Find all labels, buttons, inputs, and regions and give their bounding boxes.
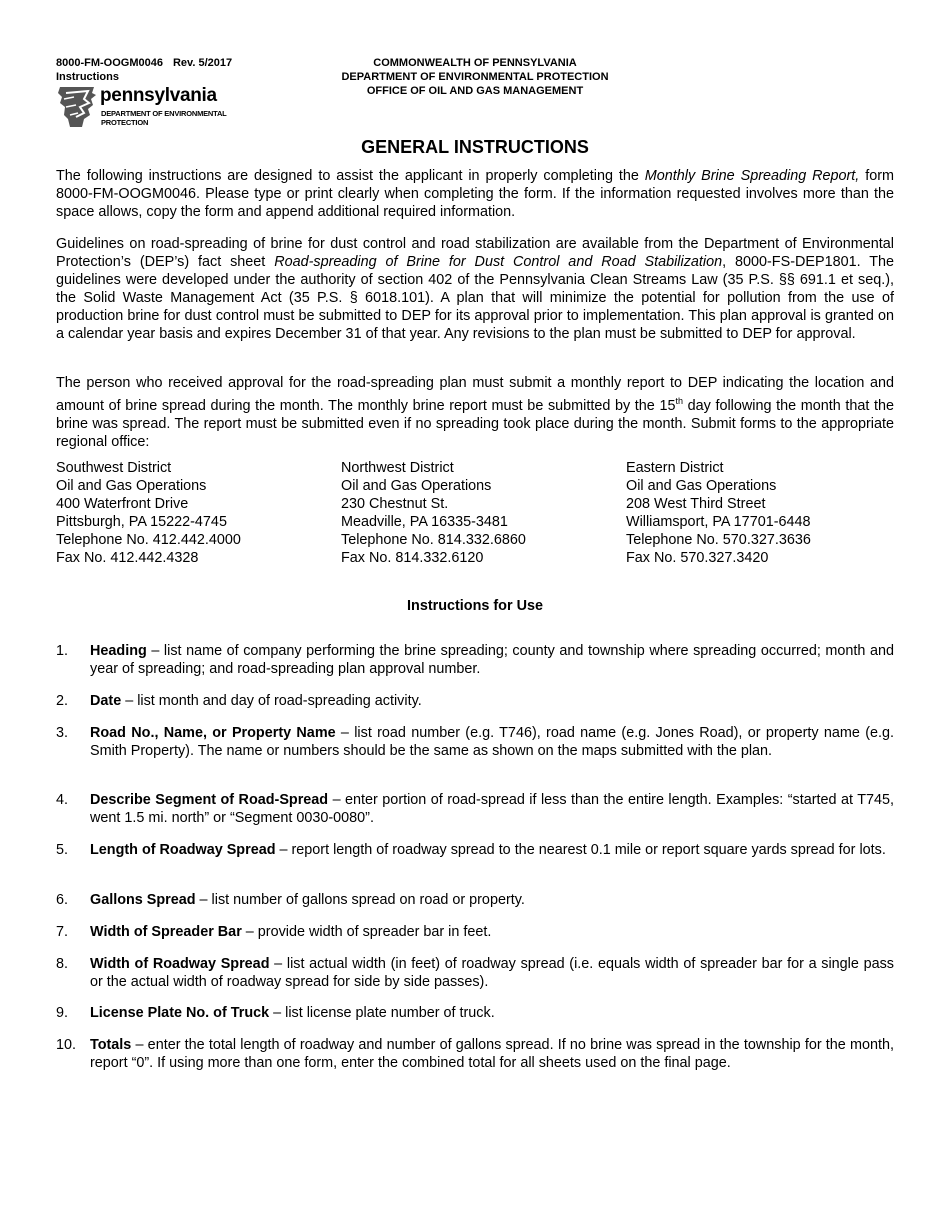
district-southwest <box>56 459 241 567</box>
guidelines-paragraph: Guidelines on road-spreading of brine for dust control and road stabilization are available from the Department of Environmental Protection’s (DEP’s) fact sheet Road-spreading of Brine for Dust Control and Road Stabilization, 8000-FS-DEP1801. The guidelines were developed under the authority of section 402 of the Pennsylvania Clean Streams Law (35 P.S. §§ 691.1 et seq.), the Solid Waste Management Act (35 P.S. § 6018.101). A plan that will minimize the potential for pollution from the use of production brine for dust control must be submitted to DEP for its approval prior to implementation. This plan approval is granted on a calendar year basis and expires December 31 of that year. Any revisions to the plan must be submitted to DEP for approval. <box>56 236 895 342</box>
instruction-item: 8. Width of Roadway Spread – list actual width (in feet) of roadway spread (i.e. equals width of spreader bar for a single pass or the actual width of roadway spread for side by side passes). <box>56 956 894 990</box>
district-fax: Fax No. 570.327.3420 <box>626 550 769 566</box>
agency-line: COMMONWEALTH OF PENNSYLVANIA <box>373 57 577 69</box>
district-phone: Telephone No. 570.327.3636 <box>626 532 811 548</box>
district-office: Oil and Gas Operations <box>341 478 492 494</box>
instruction-item: 9. License Plate No. of Truck – list license plate number of truck. <box>56 1005 495 1021</box>
form-number: 8000-FM-OOGM0046 <box>56 57 163 69</box>
district-name: Eastern District <box>626 460 724 476</box>
district-northwest <box>341 459 526 567</box>
intro-paragraph: The following instructions are designed to assist the applicant in properly completing the Monthly Brine Spreading Report, form 8000-FM-OOGM0046. Please type or print clearly when completing the form. If the information requested involves more than the space allows, copy the form and append additional required information. <box>56 168 895 220</box>
district-eastern <box>626 459 811 567</box>
district-city: Pittsburgh, PA 15222-4745 <box>56 514 227 530</box>
instruction-item: 4. Describe Segment of Road-Spread – enter portion of road-spread if less than the entire length. Examples: “started at T745, went 1.5 mi. north” or “Segment 0030-0080”. <box>56 792 895 826</box>
district-office: Oil and Gas Operations <box>56 478 207 494</box>
form-revision: Rev. 5/2017 <box>172 57 233 69</box>
logo-subtitle: DEPARTMENT OF ENVIRONMENTAL PROTECTION <box>101 109 227 127</box>
instruction-item: 2. Date – list month and day of road-spreading activity. <box>56 693 422 709</box>
district-name: Northwest District <box>341 460 454 476</box>
form-identifier <box>56 56 242 84</box>
form-type: Instructions <box>56 71 119 83</box>
instruction-item: 7. Width of Spreader Bar – provide width of spreader bar in feet. <box>56 924 492 940</box>
instructions-heading: Instructions for Use <box>407 598 543 614</box>
submission-paragraph: The person who received approval for the road-spreading plan must submit a monthly report to DEP indicating the location and amount of brine spread during the month. The monthly brine report must be submitted by the 15th day following the month that the brine was spread. The report must be submitted even if no spreading took place during the month. Submit forms to the appropriate regional office: <box>56 375 894 450</box>
instruction-item: 6. Gallons Spread – list number of gallons spread on road or property. <box>56 892 525 908</box>
district-office: Oil and Gas Operations <box>626 478 777 494</box>
district-name: Southwest District <box>56 460 172 476</box>
district-phone: Telephone No. 814.332.6860 <box>341 532 526 548</box>
agency-line: DEPARTMENT OF ENVIRONMENTAL PROTECTION <box>341 71 609 83</box>
pa-dep-logo <box>56 85 256 129</box>
district-street: 230 Chestnut St. <box>341 496 449 512</box>
district-fax: Fax No. 412.442.4328 <box>56 550 199 566</box>
district-street: 208 West Third Street <box>626 496 766 512</box>
district-city: Meadville, PA 16335-3481 <box>341 514 508 530</box>
keystone-icon <box>56 85 98 129</box>
district-city: Williamsport, PA 17701-6448 <box>626 514 811 530</box>
district-phone: Telephone No. 412.442.4000 <box>56 532 241 548</box>
instruction-item: 1. Heading – list name of company performing the brine spreading; county and township where spreading occurred; month and year of spreading; and road-spreading plan approval number. <box>56 643 894 677</box>
agency-line: OFFICE OF OIL AND GAS MANAGEMENT <box>366 85 584 97</box>
district-street: 400 Waterfront Drive <box>56 496 189 512</box>
district-fax: Fax No. 814.332.6120 <box>341 550 484 566</box>
page-title: GENERAL INSTRUCTIONS <box>361 137 589 157</box>
instruction-item: 3. Road No., Name, or Property Name – list road number (e.g. T746), road name (e.g. Jones Road), or property name (e.g. Smith Property). The name or numbers should be the same as shown on the maps submitted with the plan. <box>56 725 895 759</box>
agency-header <box>310 56 640 98</box>
instruction-item: 10. Totals – enter the total length of roadway and number of gallons spread. If no brine was spread in the township for the month, report “0”. If using more than one form, enter the combined total for all sheets used on the final page. <box>56 1037 894 1071</box>
instruction-item: 5. Length of Roadway Spread – report length of roadway spread to the nearest 0.1 mile or report square yards spread for lots. <box>56 842 886 858</box>
logo-wordmark: pennsylvania <box>100 85 217 106</box>
